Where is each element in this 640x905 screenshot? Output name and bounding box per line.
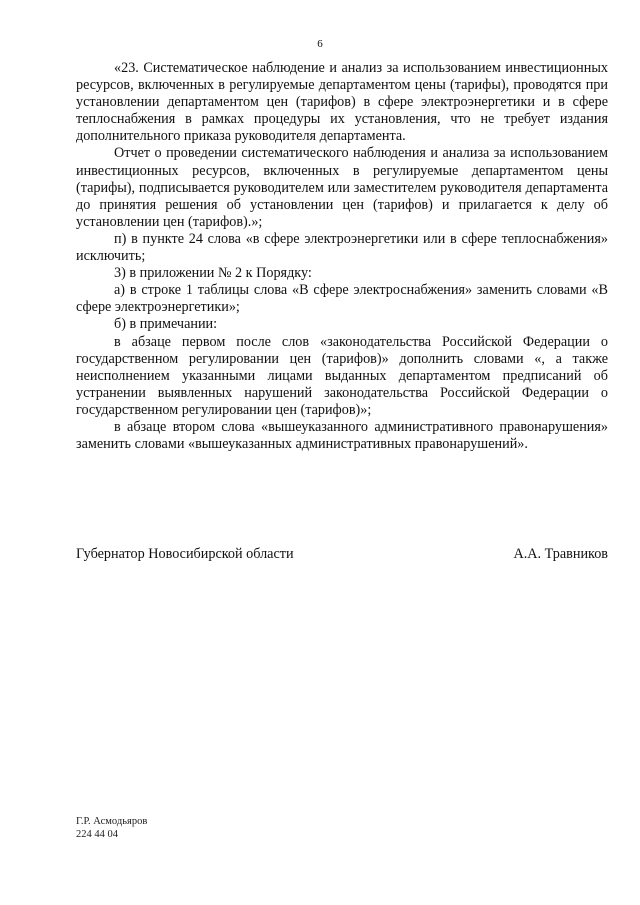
executor-block [76, 816, 147, 841]
paragraph-item-23: «23. Систематическое наблюдение и анализ за использованием инвестиционных ресурсов, включенных в регулируемые департаментом цены (тарифы), проводятся при установлении департаментом цен (тарифов) в сфере электроэнергетики и в сфере теплоснабжения в рамках процедуры их установления, что не требует издания дополнительного приказа руководителя департамента. [76, 60, 608, 145]
executor-name: Г.Р. Асмодьяров [76, 816, 148, 827]
page-number: 6 [317, 38, 323, 50]
paragraph-subitem-p: п) в пункте 24 слова «в сфере электроэнергетики или в сфере теплоснабжения» исключить; [76, 230, 608, 265]
paragraph-note-first: в абзаце первом после слов «законодательства Российской Федерации о государственном регулировании цен (тарифов)» дополнить словами «, а также неисполнением указанными лицами выданных департаментом предписаний об устранении выявленных нарушений законодательства Российской Федерации о государственном регулировании цен (тарифов)»; [76, 333, 608, 418]
signatory-position: Губернатор Новосибирской области [76, 546, 294, 562]
executor-phone: 224 44 04 [76, 828, 118, 840]
paragraph-note-second: в абзаце втором слова «вышеуказанного административного правонарушения» заменить словами «вышеуказанных административных правонарушений». [76, 418, 608, 453]
paragraph-item-3: 3) в приложении № 2 к Порядку: [114, 265, 312, 282]
signatory-name: А.А. Травников [513, 546, 608, 562]
paragraph-subitem-a: а) в строке 1 таблицы слова «В сфере электроснабжения» заменить словами «В сфере электроэнергетики»; [76, 282, 608, 316]
paragraph-report: Отчет о проведении систематического наблюдения и анализа за использованием инвестиционных ресурсов, включенных в регулируемые департаментом цены (тарифы), подписывается руководителем или заместителем руководителя департамента до принятия решения об установлении цен (тарифов) и прилагается к делу об установлении цен (тарифов).»; [76, 145, 608, 230]
signature-block [76, 546, 608, 563]
document-body [76, 60, 608, 453]
paragraph-subitem-b: б) в примечании: [114, 316, 218, 333]
